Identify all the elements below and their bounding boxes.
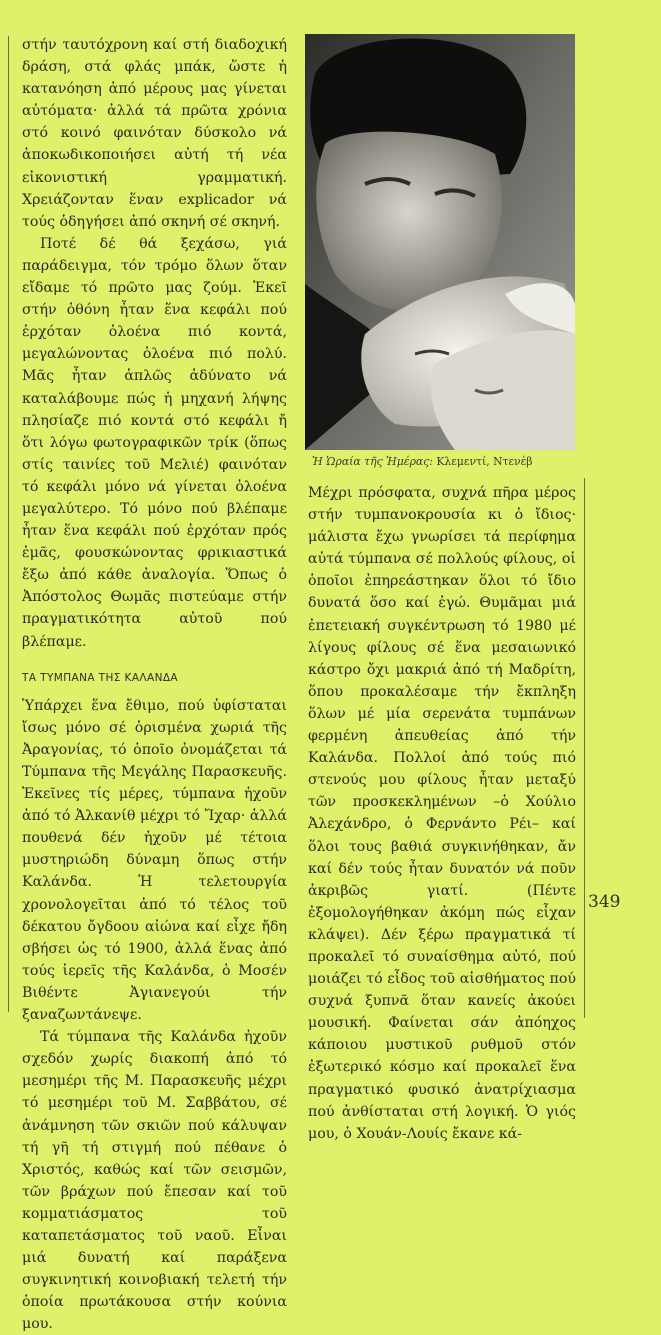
- right-paragraph-1: Μέχρι πρόσφατα, συχνά πῆρα μέρος στήν τυμπανοκρουσία κι ὁ ἴδιος· μάλιστα ἔχω γνωρίσει τά περίφημα αὐτά τύμπανα σέ πολλούς φίλους, οἱ ὁποῖοι ἐπηρεάστηκαν ὅλοι τό ἴδιο δυνατά ὅσο καί ἐγώ. Θυμᾶμαι μιά ἐπετειακή συγκέντρωση τό 1980 μέ λίγους φίλους σέ ἕνα μεσαιωνικό κάστρο ὄχι μακριά ἀπό τή Μαδρίτη, ὅπου προκαλέσαμε τήν ἔκπληξη ὅλων μέ μία σερενάτα τυμπάνων φερμένη ἀπευθείας ἀπό τήν Καλάνδα. Πολλοί ἀπό τούς πιό στενούς μου φίλους ἦταν μεταξύ τῶν προσκεκλημένων –ὁ Χούλιο Ἀλεχάνδρο, ὁ Φερνάντο Ρέι– καί ὅλοι τους βαθιά συγκινήθηκαν, ἄν καί δέν τούς ἦταν δυνατόν νά ποῦν ἀκριβῶς γιατί. (Πέντε ἐξομολογήθηκαν ἀκόμη πώς εἶχαν κλάψει). Δέν ξέρω πραγματικά τί προκαλεῖ τό συναίσθημα αὐτό, πού μοιάζει τό εἶδος τοῦ αἰσθήματος πού συχνά ξυπνᾶ ὅταν κανείς ἀκούει μουσική. Φαίνεται σάν ἀπόηχος κάποιου μυστικοῦ ρυθμοῦ στόν ἐξωτερικό κόσμο καί προκαλεῖ ἕνα πραγματικό φυσικό ἀνατρίχιασμα πού ἀνθίσταται στή λογική. Ὁ γιός μου, ὁ Χουάν-Λουίς ἔκανε κά-: [308, 485, 576, 1142]
- left-paragraph-1: στήν ταυτόχρονη καί στή διαδοχική δράση, στά φλάς μπάκ, ὥστε ἡ κατανόηση ἀπό μέρους μας γίνεται αὐτόματα· ἀλλά τά πρῶτα χρόνια στό κοινό φαινόταν δύσκολο νά ἀποκωδικοποιήσει αὐτή τή νέα εἰκονιστική γραμματική. Χρειάζονταν ἕναν explicador νά τούς ὁδηγήσει ἀπό σκηνή σέ σκηνή.: [22, 37, 287, 230]
- left-margin-rule: [8, 36, 9, 1012]
- caption-names: Κλεμεντί, Ντενέβ: [436, 455, 533, 468]
- left-paragraph-4: Τά τύμπανα τῆς Καλάνδα ἠχοῦν σχεδόν χωρίς διακοπή ἀπό τό μεσημέρι τῆς Μ. Παρασκευῆς μέχρι τό μεσημέρι τοῦ Μ. Σαββάτου, σέ ἀνάμνηση τῶν σκιῶν πού κάλυψαν τή γῆ τή στιγμή πού πέθανε ὁ Χριστός, καθώς καί τῶν σεισμῶν, τῶν βράχων πού ἔπεσαν καί τοῦ κομματιάσματος τοῦ καταπετάσματος τοῦ ναοῦ. Εἶναι μιά δυνατή καί παράξενα συγκινητική κοινοβιακή τελετή τήν ὁποία πρωτάκουσα στήν κούνια μου.: [22, 1029, 287, 1333]
- right-text-column: [308, 482, 576, 1145]
- photo-caption: [312, 455, 572, 468]
- section-heading: ΤΑ ΤΥΜΠΑΝΑ ΤΗΣ ΚΑΛΑΝΔΑ: [22, 671, 179, 684]
- left-paragraph-3: Ὑπάρχει ἕνα ἔθιμο, πού ὑφίσταται ἴσως μόνο σέ ὁρισμένα χωριά τῆς Ἀραγονίας, τό ὁποῖο ὀνομάζεται τά Τύμπανα τῆς Μεγάλης Παρασκευῆς. Ἐκεῖνες τίς μέρες, τύμπανα ἠχοῦν ἀπό τό Ἀλκανίθ μέχρι τό Ἴχαρ· ἀλλά πουθενά δέν ἠχοῦν μέ τέτοια μυστηριώδη δύναμη ὅπως στήν Καλάνδα. Ἡ τελετουργία χρονολογεῖται ἀπό τό τέλος τοῦ δέκατου ὄγδοου αἰώνα καί εἶχε ἤδη σβήσει ὡς τό 1900, ἀλλά ἕνας ἀπό τούς ἱερεῖς τῆς Καλάνδα, ὁ Μοσέν Βιθέντε Ἀγιανεγούι τήν ξαναζωντάνεψε.: [22, 697, 287, 1024]
- film-still-illustration: [305, 34, 575, 450]
- caption-title: Ἡ Ὡραία τῆς Ἡμέρας:: [312, 455, 433, 468]
- right-margin-rule: [584, 478, 585, 1018]
- left-text-column: [22, 34, 287, 1335]
- film-still-photo: [305, 34, 575, 450]
- left-paragraph-2: Ποτέ δέ θά ξεχάσω, γιά παράδειγμα, τόν τρόμο ὅλων ὅταν εἴδαμε τό πρῶτο μας ζούμ. Ἐκεῖ στήν ὀθόνη ἦταν ἕνα κεφάλι πού ἐρχόταν ὁλοένα πιό κοντά, μεγαλώνοντας ὁλοένα πιό πολύ. Μᾶς ἦταν ἁπλῶς ἀδύνατο νά καταλάβουμε πώς ἡ μηχανή λήψης πλησίαζε πιό κοντά στό κεφάλι ἤ ὅτι λόγω φωτογραφικῶν τρίκ (ὅπως στίς ταινίες τοῦ Μελιέ) φαινόταν τό κεφάλι μόνο νά γίνεται ὁλοένα μεγαλύτερο. Τό μόνο πού βλέπαμε ἦταν ἕνα κεφάλι πού ἐρχόταν πρός ἐμᾶς, φουσκώνοντας φρικιαστικά ἔξω ἀπό κάθε ἀναλογία. Ὅπως ὁ Ἀπόστολος Θωμᾶς πιστεύαμε στήν πραγματικότητα αὐτοῦ πού βλέπαμε.: [22, 235, 287, 650]
- page-number: 349: [588, 892, 621, 912]
